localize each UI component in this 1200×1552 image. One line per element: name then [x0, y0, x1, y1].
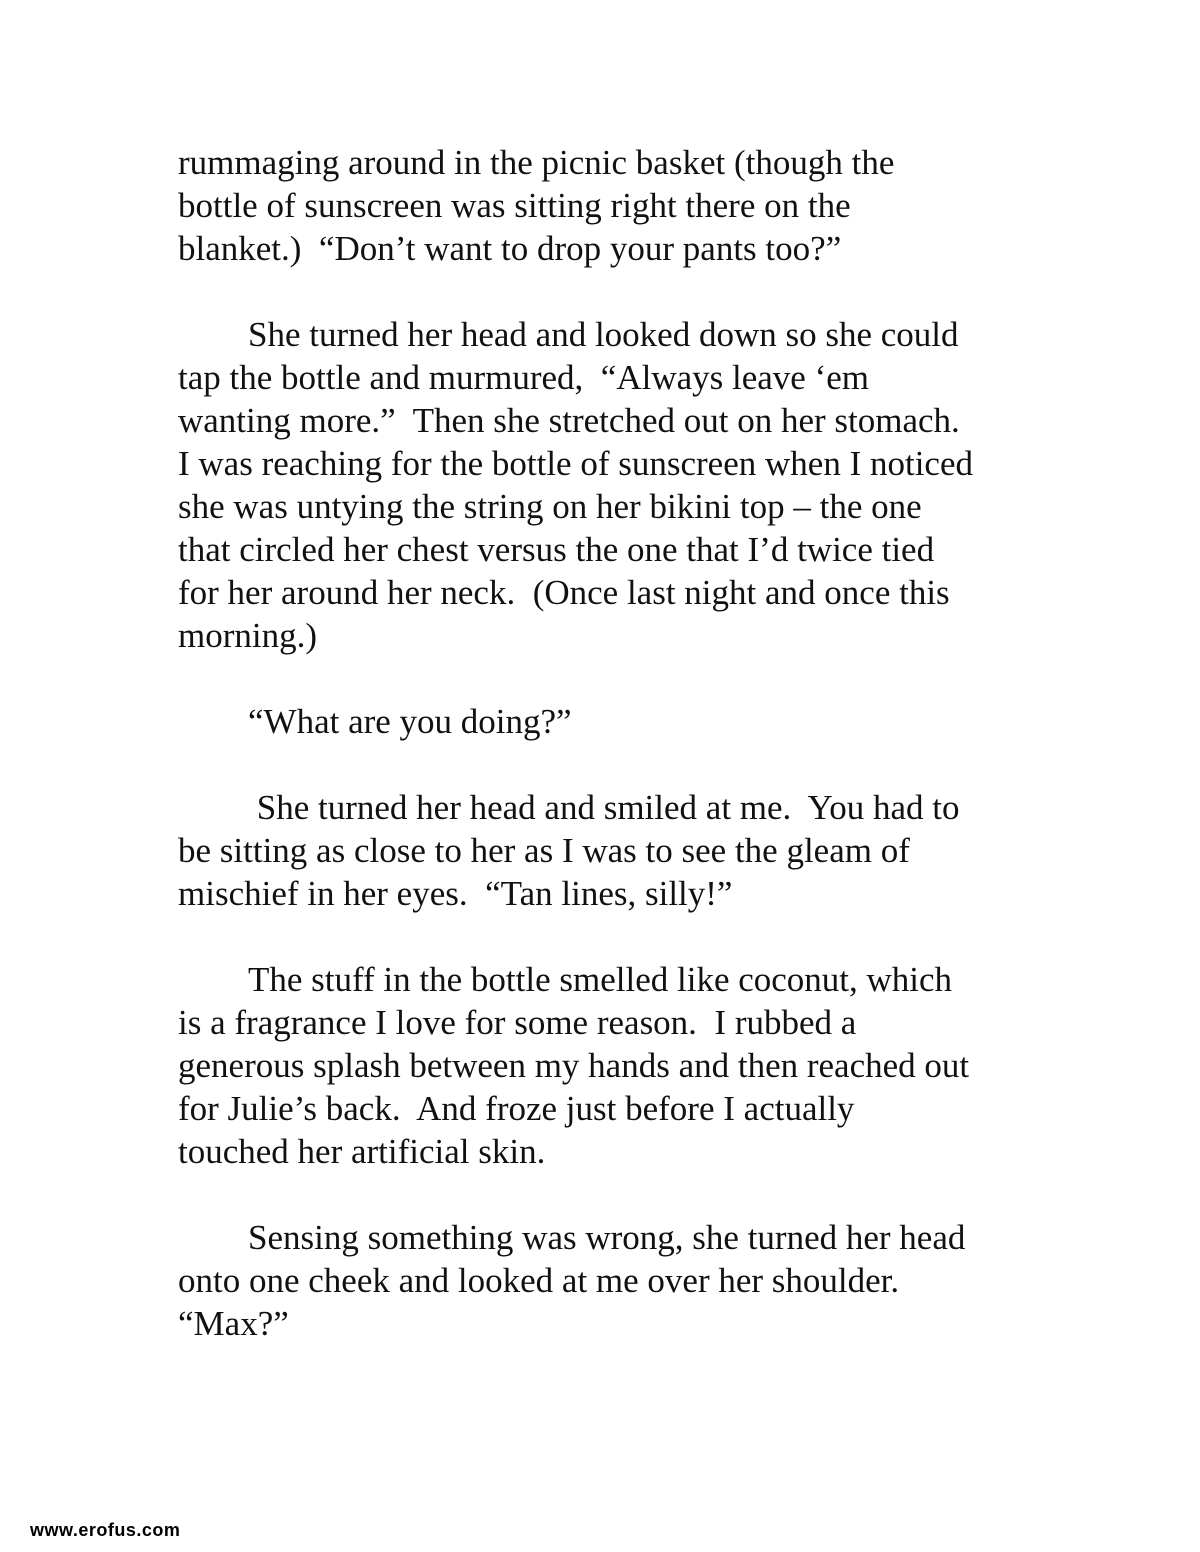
text-line: onto one cheek and looked at me over her shoulder.: [178, 1261, 900, 1300]
paragraph: [178, 958, 1058, 1173]
text-line: She turned her head and looked down so she could: [248, 315, 959, 354]
paragraph: [178, 313, 1058, 657]
text-line: morning.): [178, 616, 318, 655]
text-line: rummaging around in the picnic basket (though the: [178, 143, 895, 182]
text-line: “Max?”: [178, 1304, 289, 1343]
text-line: bottle of sunscreen was sitting right there on the: [178, 186, 851, 225]
text-line: tap the bottle and murmured, “Always leave ‘em: [178, 358, 870, 397]
text-line: is a fragrance I love for some reason. I rubbed a: [178, 1003, 857, 1042]
text-line: mischief in her eyes. “Tan lines, silly!”: [178, 874, 733, 913]
paragraph-gap: [178, 657, 1058, 700]
paragraph: [178, 141, 1058, 270]
paragraph: [178, 1216, 1058, 1345]
paragraph: [178, 700, 1058, 743]
text-line: for Julie’s back. And froze just before I actually: [178, 1089, 855, 1128]
text-line: she was untying the string on her bikini top – the one: [178, 487, 922, 526]
paragraph-gap: [178, 743, 1058, 786]
paragraph-gap: [178, 270, 1058, 313]
text-line: wanting more.” Then she stretched out on her stomach.: [178, 401, 960, 440]
text-line: that circled her chest versus the one that I’d twice tied: [178, 530, 935, 569]
text-line: be sitting as close to her as I was to see the gleam of: [178, 831, 910, 870]
text-line: She turned her head and smiled at me. You had to: [248, 788, 960, 827]
watermark: www.erofus.com: [30, 1520, 181, 1540]
text-line: generous splash between my hands and then reached out: [178, 1046, 970, 1085]
text-line: I was reaching for the bottle of sunscreen when I noticed: [178, 444, 973, 483]
document-body: [178, 141, 1058, 1345]
paragraph-gap: [178, 1173, 1058, 1216]
paragraph: [178, 786, 1058, 915]
paragraph-gap: [178, 915, 1058, 958]
text-line: Sensing something was wrong, she turned her head: [248, 1218, 966, 1257]
text-line: blanket.) “Don’t want to drop your pants too?”: [178, 229, 842, 268]
text-line: “What are you doing?”: [248, 702, 572, 741]
text-line: for her around her neck. (Once last night and once this: [178, 573, 950, 612]
text-line: The stuff in the bottle smelled like coconut, which: [248, 960, 953, 999]
text-line: touched her artificial skin.: [178, 1132, 546, 1171]
